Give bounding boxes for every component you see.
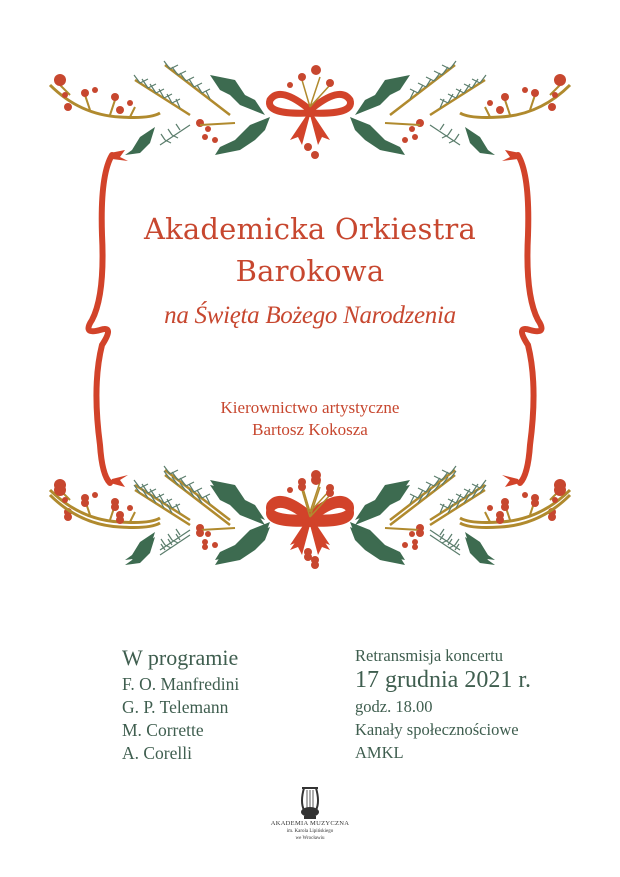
logo-academy-name: AKADEMIA MUZYCZNA (270, 820, 350, 827)
holly-garland-bottom-decoration (40, 460, 580, 580)
broadcast-date: 17 grudnia 2021 r. (355, 667, 531, 693)
logo-line-3: we Wrocławiu (295, 836, 325, 841)
composer-item: A. Corelli (122, 743, 192, 763)
title-line-1: Akademicka Orkiestra (144, 212, 476, 246)
composer-item: M. Corrette (122, 720, 204, 740)
program-heading: W programie (122, 645, 239, 670)
broadcast-label: Retransmisja koncertu (355, 646, 504, 665)
broadcast-channel-name: AMKL (355, 743, 404, 762)
broadcast-channel: Kanały społecznościowe (355, 720, 519, 739)
director-name: Bartosz Kokosza (252, 420, 368, 439)
logo-line-2: im. Karola Lipińskiego (286, 829, 334, 834)
broadcast-time: godz. 18.00 (355, 697, 433, 716)
artistic-direction-label: Kierownictwo artystyczne (220, 398, 400, 417)
subtitle: na Święta Bożego Narodzenia (164, 302, 456, 329)
lyre-icon (280, 782, 340, 822)
title-line-2: Barokowa (235, 254, 385, 288)
composer-item: F. O. Manfredini (122, 674, 240, 694)
composer-item: G. P. Telemann (122, 697, 229, 717)
